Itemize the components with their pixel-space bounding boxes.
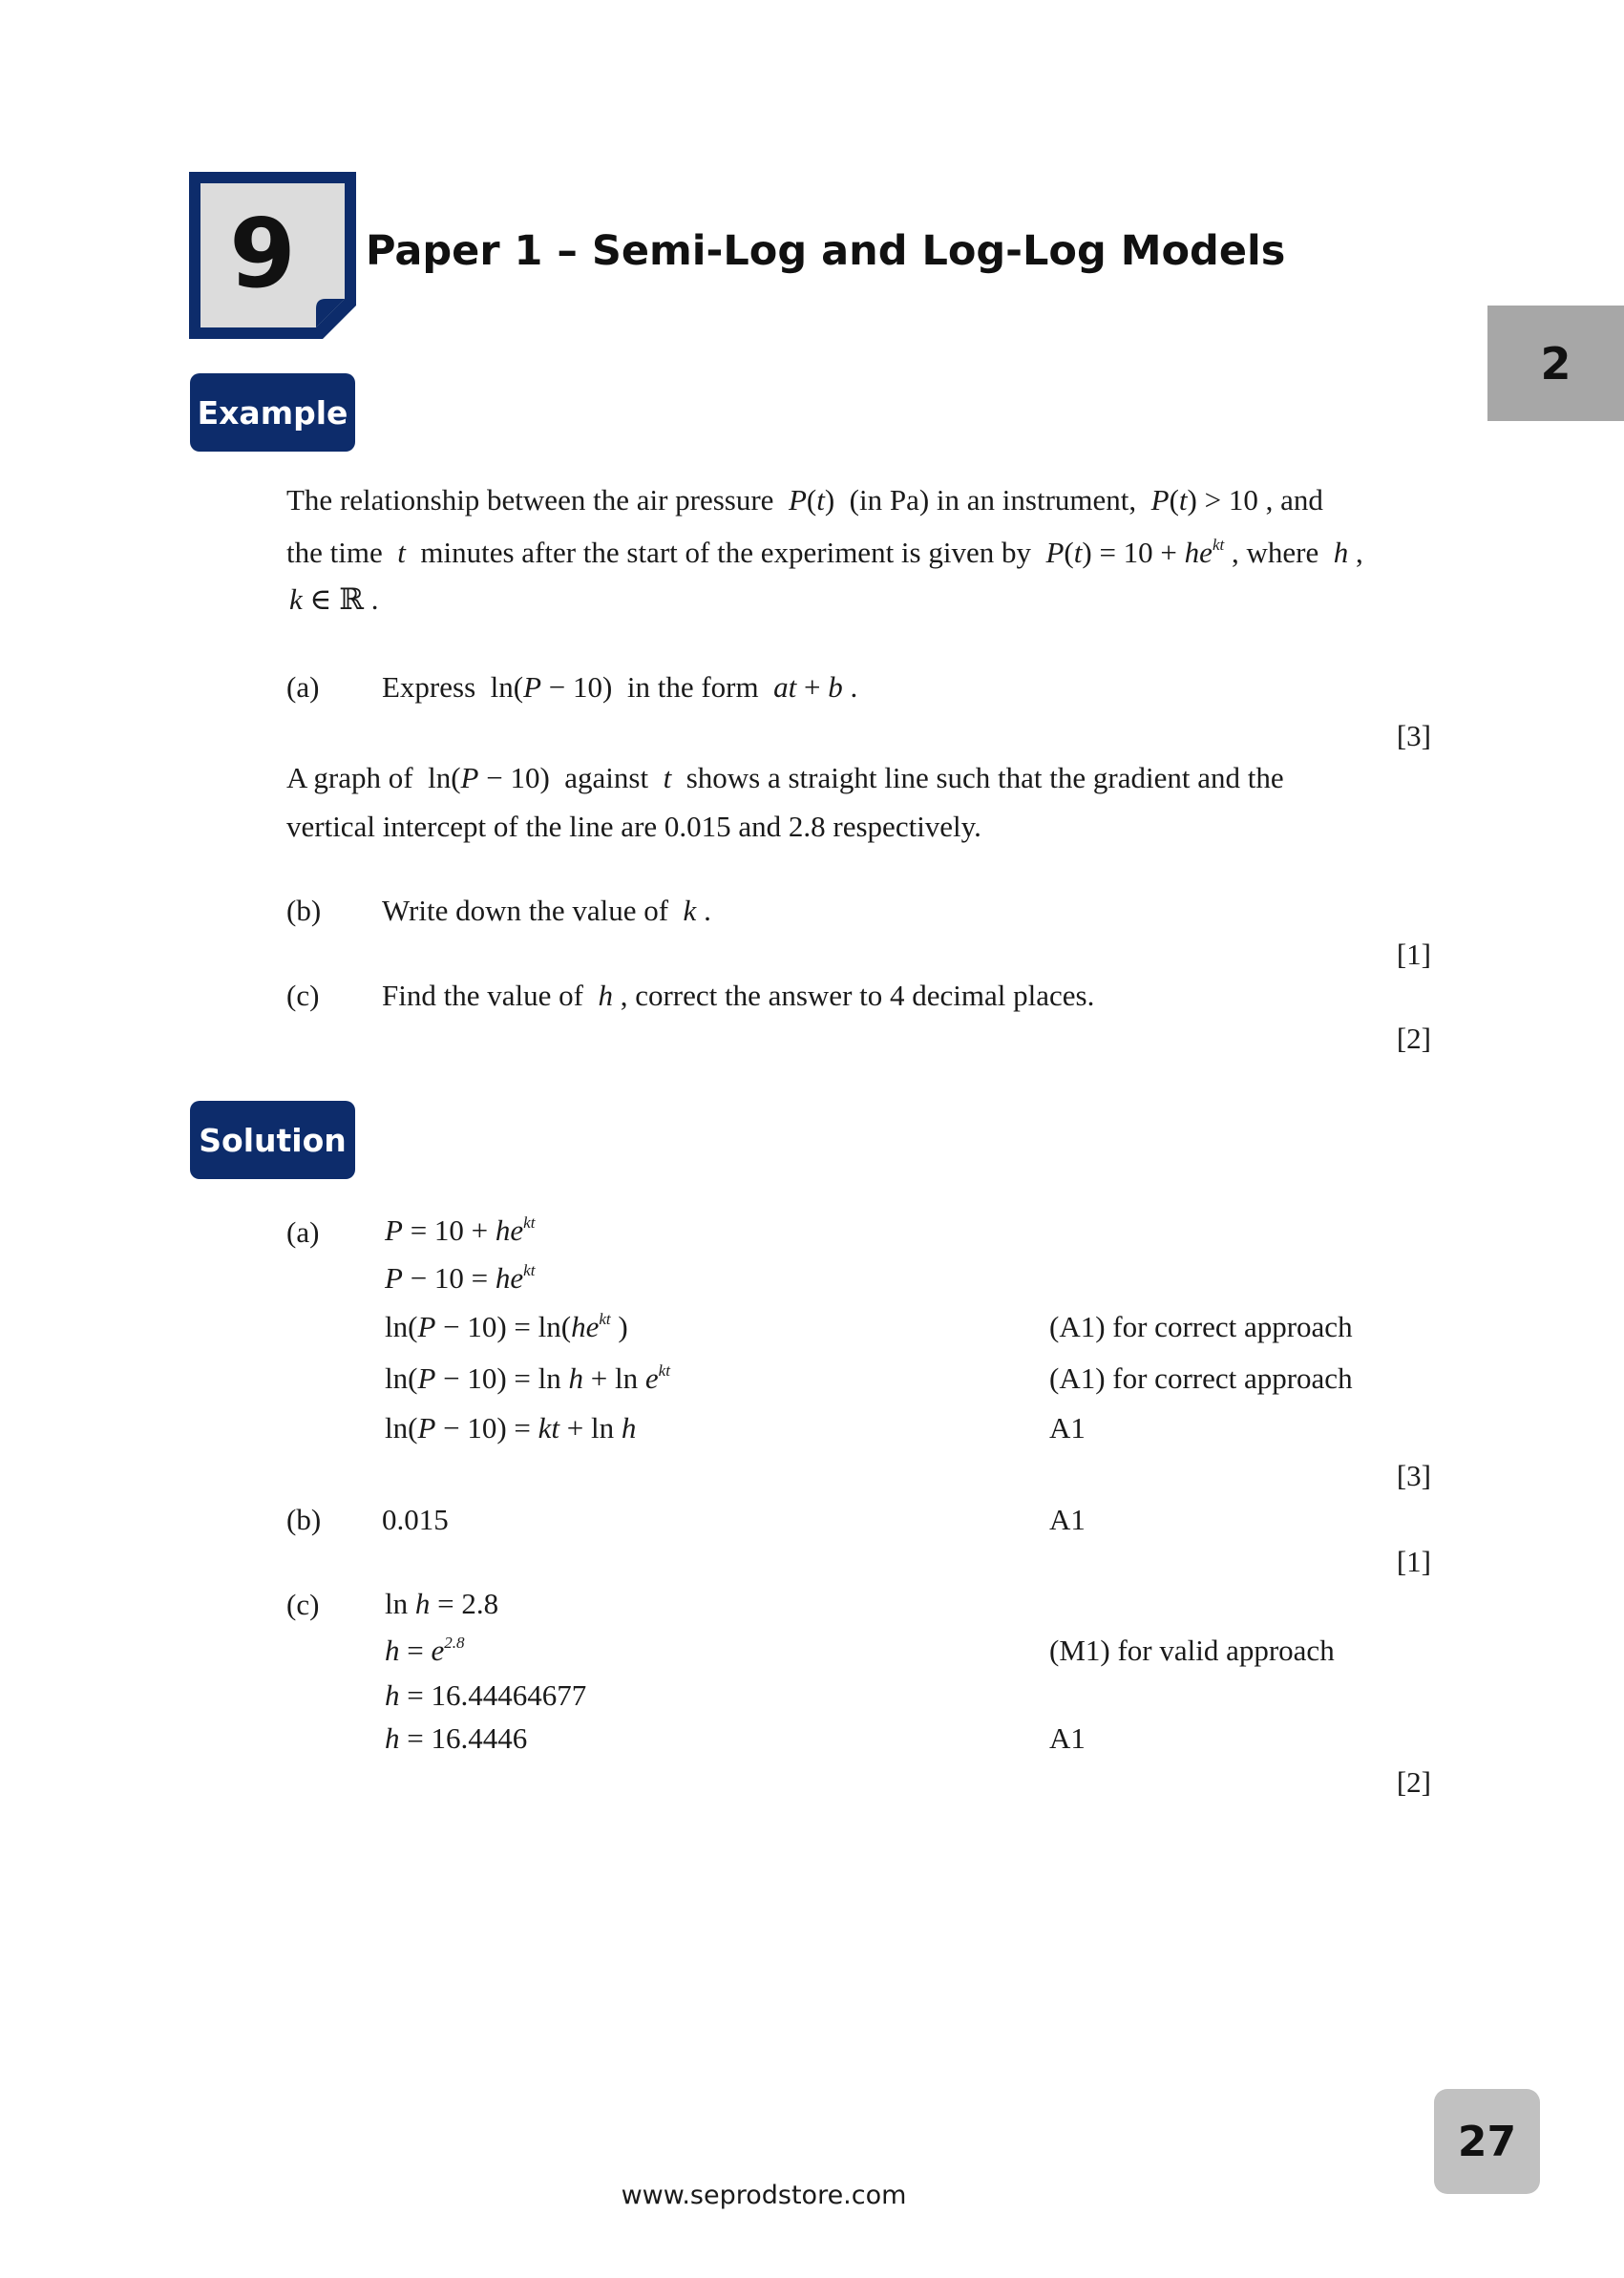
solution-a-tag: (a) bbox=[286, 1215, 320, 1249]
part-a-question: Express ln(P − 10) in the form at + b . bbox=[382, 670, 858, 704]
solution-a-step-4-note: (A1) for correct approach bbox=[1049, 1361, 1353, 1395]
solution-c-step-4-note: A1 bbox=[1049, 1721, 1086, 1755]
example-intro-line-3: k ∈ ℝ . bbox=[289, 582, 379, 616]
solution-b-note: A1 bbox=[1049, 1503, 1086, 1536]
solution-b-marks: [1] bbox=[1396, 1545, 1431, 1578]
solution-a-step-3: $\ln(P - 10) = \ln(he^{kt}$ ) bbox=[385, 1310, 628, 1343]
solution-a-step-1: $P = 10 + he^{kt}$ bbox=[385, 1213, 536, 1247]
solution-c-step-3: h = 16.44464677 bbox=[385, 1678, 587, 1712]
solution-a-step-5: ln(P − 10) = kt + ln h bbox=[385, 1411, 637, 1445]
solution-b-tag: (b) bbox=[286, 1503, 322, 1536]
part-c-question: Find the value of h , correct the answer to 4 decimal places. bbox=[382, 979, 1095, 1012]
solution-a-marks: [3] bbox=[1396, 1459, 1431, 1492]
example-intro-line-2: the time t minutes after the start of the experiment is given by $P(t) = 10 + he^{kt}$ , where h , bbox=[286, 536, 1363, 569]
solution-c-step-4: h = 16.4446 bbox=[385, 1721, 528, 1755]
part-b-tag: (b) bbox=[286, 894, 322, 927]
solution-a-step-3-note: (A1) for correct approach bbox=[1049, 1310, 1353, 1343]
footer-url: www.seprodstore.com bbox=[621, 2181, 907, 2210]
solution-c-step-1: ln h = 2.8 bbox=[385, 1587, 499, 1620]
solution-a-step-2: $P - 10 = he^{kt}$ bbox=[385, 1261, 536, 1295]
solution-a-step-4: $\ln(P - 10) = \ln h + \ln e^{kt}$ bbox=[385, 1361, 670, 1395]
chapter-number: 9 bbox=[229, 197, 296, 309]
chapter-title: Paper 1 – Semi-Log and Log-Log Models bbox=[366, 227, 1286, 275]
part-b-question: Write down the value of k . bbox=[382, 894, 711, 927]
solution-c-step-2-note: (M1) for valid approach bbox=[1049, 1634, 1335, 1667]
solution-c-marks: [2] bbox=[1396, 1765, 1431, 1799]
part-a-tag: (a) bbox=[286, 670, 320, 704]
solution-label: Solution bbox=[190, 1101, 355, 1179]
solution-a-step-5-note: A1 bbox=[1049, 1411, 1086, 1445]
graph-description-line-1: A graph of ln(P − 10) against t shows a straight line such that the gradient and the bbox=[286, 761, 1284, 794]
section-side-tab: 2 bbox=[1487, 306, 1624, 421]
example-intro-line-1: The relationship between the air pressure P(t) (in Pa) in an instrument, P(t) > 10 , and bbox=[286, 483, 1323, 517]
part-c-marks: [2] bbox=[1396, 1022, 1431, 1055]
solution-c-tag: (c) bbox=[286, 1588, 320, 1621]
part-c-tag: (c) bbox=[286, 979, 320, 1012]
graph-description-line-2: vertical intercept of the line are 0.015 and 2.8 respectively. bbox=[286, 810, 981, 843]
solution-c-step-2: $h = e^{2.8}$ bbox=[385, 1634, 465, 1667]
example-label: Example bbox=[190, 373, 355, 452]
part-a-marks: [3] bbox=[1396, 719, 1431, 752]
part-b-marks: [1] bbox=[1396, 938, 1431, 971]
solution-b-value: 0.015 bbox=[382, 1503, 449, 1536]
page-number: 27 bbox=[1434, 2089, 1540, 2194]
chapter-number-box bbox=[189, 172, 359, 342]
